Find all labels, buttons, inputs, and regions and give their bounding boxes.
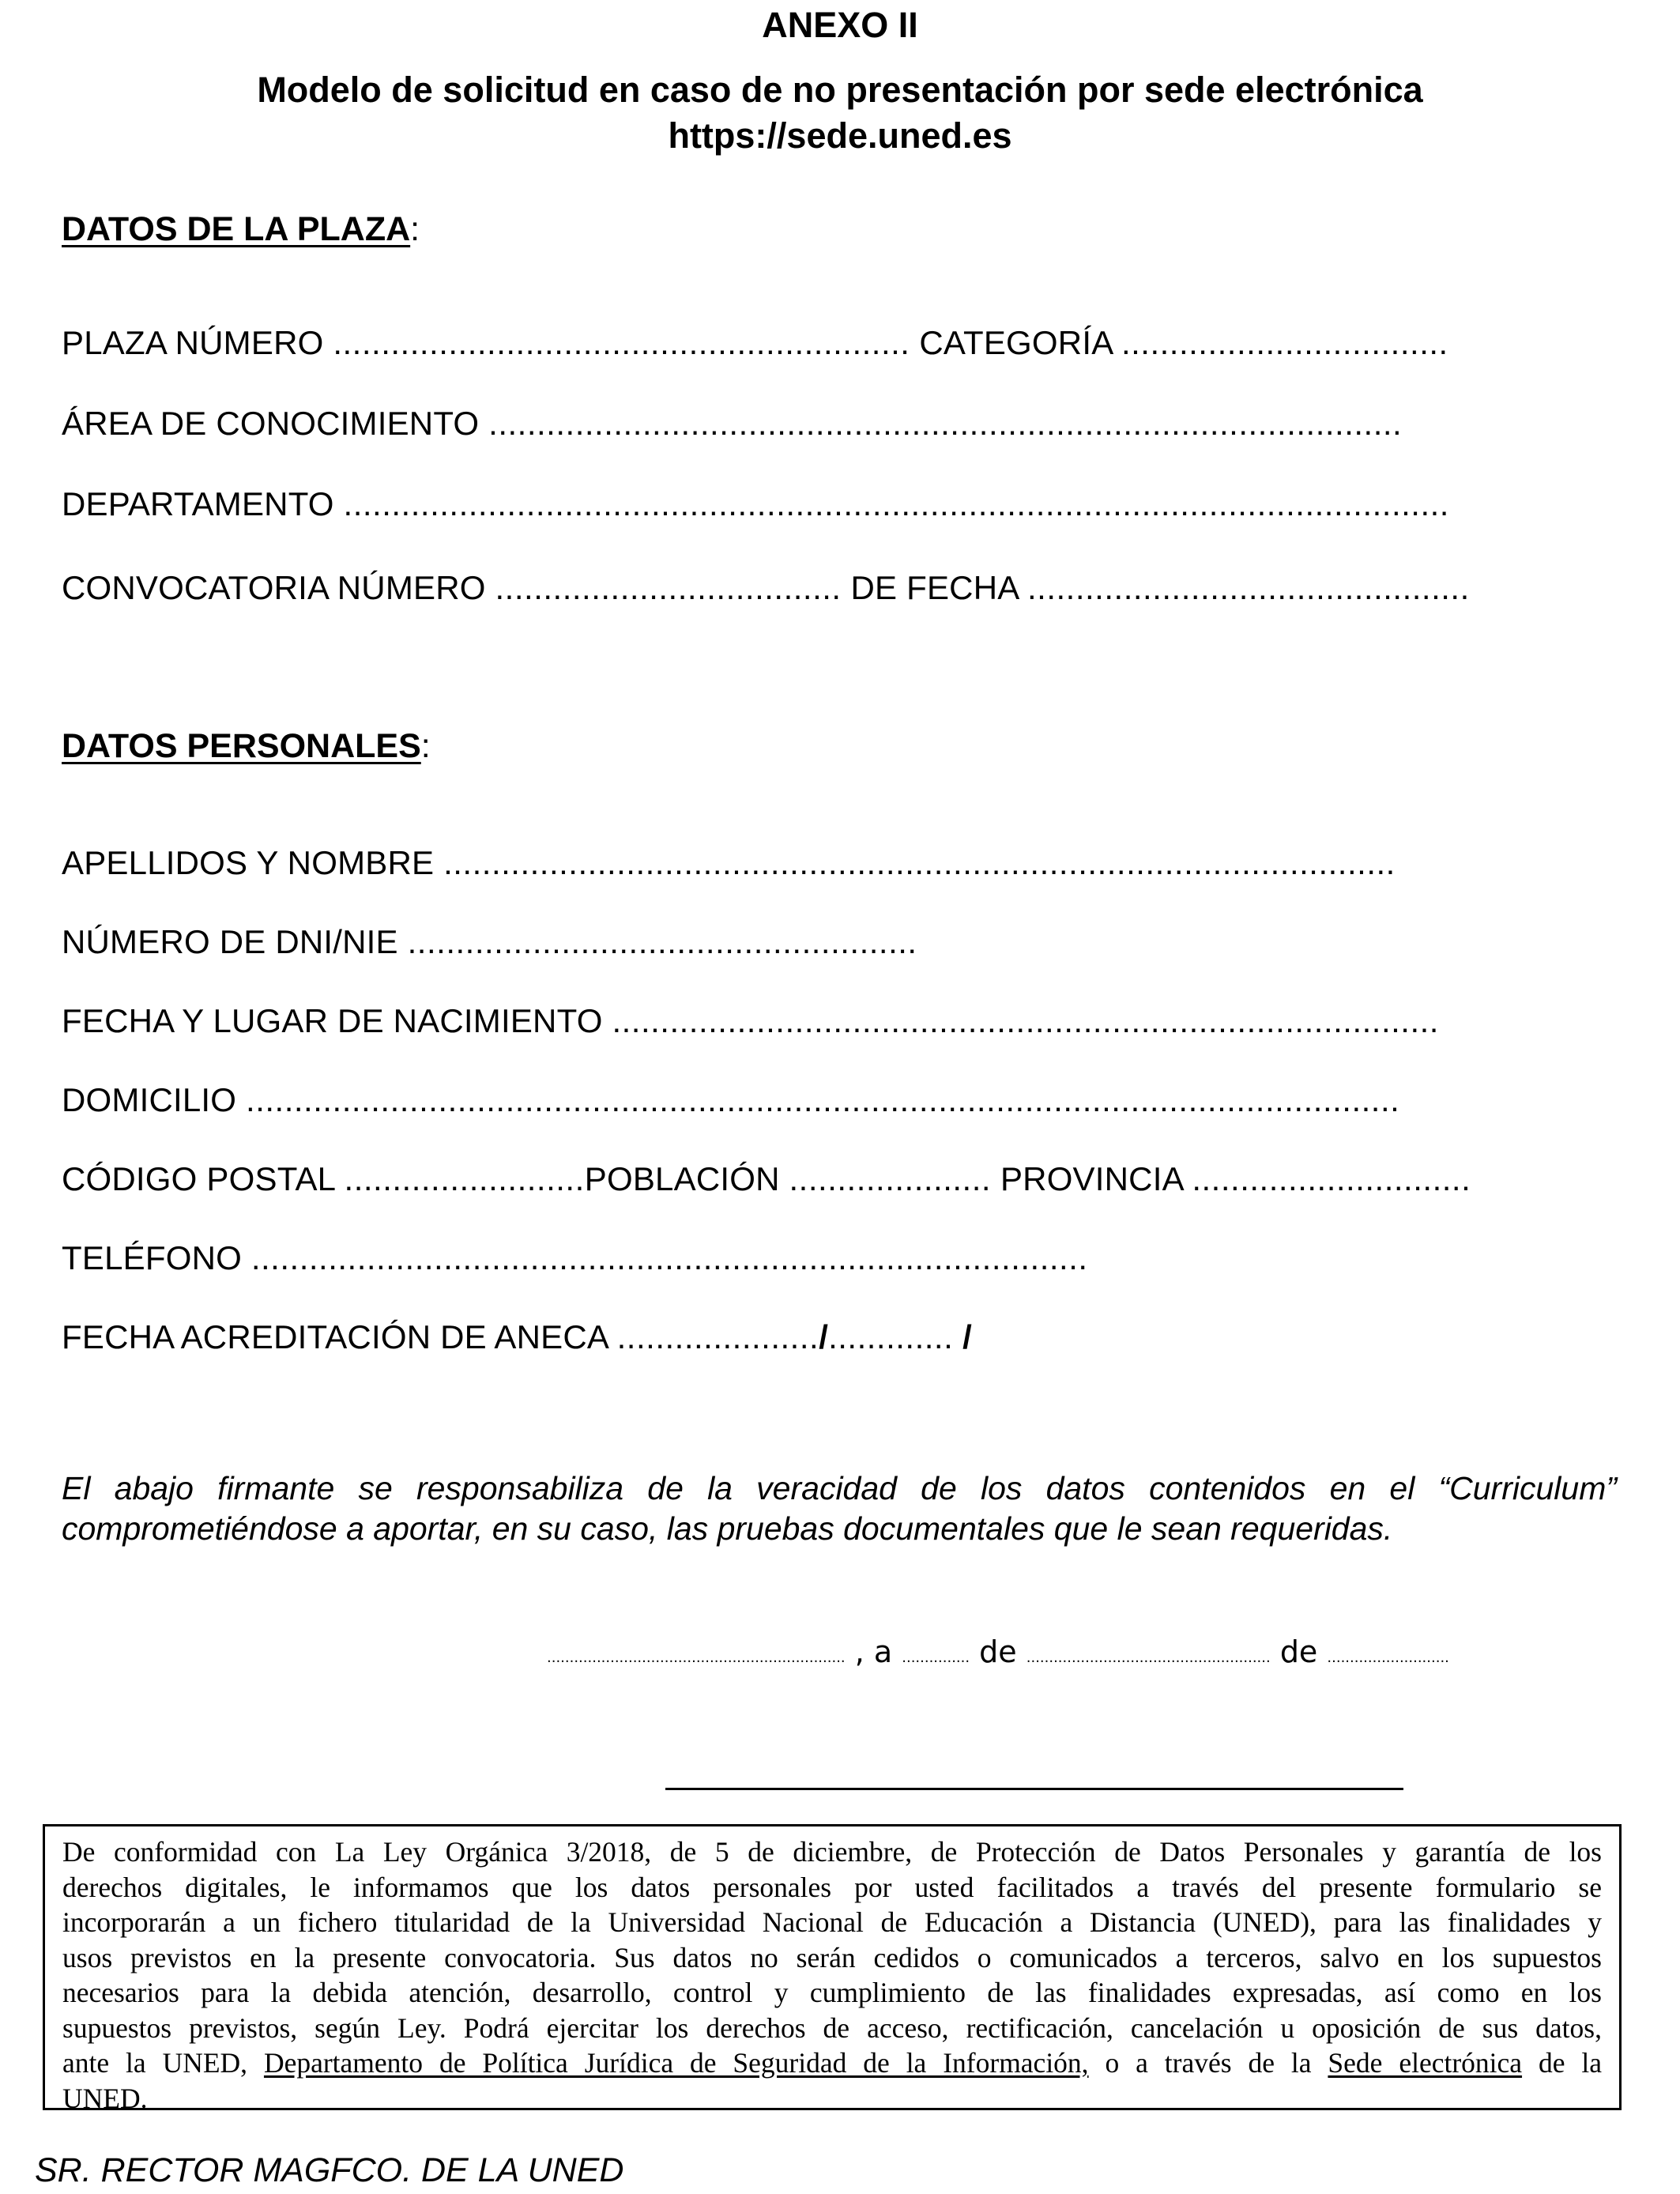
aneca-month-input[interactable]: ............. <box>828 1318 954 1355</box>
annex-title: ANEXO II <box>762 5 918 45</box>
field-label: FECHA ACREDITACIÓN DE ANECA <box>62 1318 617 1355</box>
field-dni <box>62 923 917 961</box>
heading-colon: : <box>410 210 420 248</box>
telefono-input[interactable]: ....................................................................................... <box>250 1239 1088 1276</box>
notice-text: de la <box>1522 2047 1602 2079</box>
notice-line: necesarios para la debida atención, desarrollo, control y cumplimiento de las finalidades expresadas, así como en los <box>62 1977 1602 2008</box>
month-input[interactable]: ...................................................... <box>1026 1649 1271 1666</box>
notice-text: o a través de la <box>1088 2047 1328 2079</box>
field-apellidos-nombre <box>62 844 1396 882</box>
notice-line <box>62 2045 1602 2081</box>
fecha-convocatoria-input[interactable]: .............................................. <box>1027 569 1470 606</box>
declaration-text <box>62 1468 1617 1549</box>
plaza-numero-input[interactable]: ............................................................ <box>333 324 910 361</box>
field-label: DEPARTAMENTO <box>62 485 344 522</box>
field-label: CÓDIGO POSTAL <box>62 1160 345 1197</box>
notice-text: ante la UNED, <box>62 2047 264 2079</box>
field-label: ÁREA DE CONOCIMIENTO <box>62 405 489 442</box>
departamento-input[interactable]: ................................................................................................................... <box>343 485 1449 522</box>
place-date-line <box>547 1634 1449 1669</box>
notice-line: usos previstos en la presente convocatoria. Sus datos no serán cedidos o comunicados a terceros, salvo en los supuestos <box>62 1941 1602 1973</box>
section-heading: DATOS DE LA PLAZA <box>62 210 411 248</box>
notice-line: incorporarán a un fichero titularidad de la Universidad Nacional de Educación a Distancia (UNED), para las finalidades y <box>62 1906 1602 1938</box>
date-word: de <box>970 1634 1026 1669</box>
day-input[interactable]: ............... <box>902 1649 970 1666</box>
field-label: POBLACIÓN <box>584 1160 789 1197</box>
addressee: SR. RECTOR MAGFCO. DE LA UNED <box>35 2151 624 2189</box>
field-label: DOMICILIO <box>62 1081 247 1118</box>
date-separator: / <box>953 1318 973 1355</box>
declaration-line: El abajo firmante se responsabiliza de la veracidad de los datos contenidos en el “Curriculum” <box>62 1470 1617 1506</box>
notice-line: UNED. <box>62 2082 148 2114</box>
date-word: de <box>1270 1634 1328 1669</box>
signature-line[interactable] <box>665 1788 1403 1790</box>
field-codigo-postal <box>62 1160 1471 1198</box>
convocatoria-input[interactable]: .................................... <box>495 569 842 606</box>
field-label: PLAZA NÚMERO <box>62 324 333 361</box>
notice-line: De conformidad con La Ley Orgánica 3/2018, de 5 de diciembre, de Protección de Datos Personales y garantía de los <box>62 1836 1602 1868</box>
data-protection-notice <box>43 1824 1622 2114</box>
provincia-input[interactable]: ............................. <box>1192 1160 1471 1197</box>
field-label: NÚMERO DE DNI/NIE <box>62 923 408 960</box>
field-plaza-numero <box>62 324 1448 362</box>
notice-line: derechos digitales, le informamos que los datos personales por usted facilitados a través del presente formulario se <box>62 1871 1602 1903</box>
place-input[interactable]: .................................................................. <box>547 1649 846 1666</box>
field-departamento <box>62 485 1449 523</box>
heading-colon: : <box>420 727 431 765</box>
sede-url: https://sede.uned.es <box>668 115 1012 156</box>
year-input[interactable]: ........................... <box>1327 1649 1449 1666</box>
dni-input[interactable]: ..................................................... <box>407 923 917 960</box>
field-label: FECHA Y LUGAR DE NACIMIENTO <box>62 1002 612 1039</box>
section-heading: DATOS PERSONALES <box>62 727 421 765</box>
notice-line: supuestos previstos, según Ley. Podrá ejercitar los derechos de acceso, rectificación, cancelación u oposición de sus datos, <box>62 2011 1602 2044</box>
area-input[interactable]: ............................................................................................... <box>488 405 1403 442</box>
sede-electronica-link[interactable]: Sede electrónica <box>1328 2047 1523 2079</box>
categoria-input[interactable]: .................................. <box>1121 324 1448 361</box>
date-separator: / <box>819 1318 829 1355</box>
poblacion-input[interactable]: ..................... <box>789 1160 992 1197</box>
field-label: CATEGORÍA <box>910 324 1121 361</box>
field-domicilio <box>62 1081 1399 1119</box>
section-datos-personales <box>62 727 431 766</box>
apellidos-input[interactable]: ................................................................................................... <box>443 844 1396 881</box>
field-acreditacion-aneca <box>62 1318 972 1356</box>
field-label: APELLIDOS Y NOMBRE <box>62 844 444 881</box>
field-label: CONVOCATORIA NÚMERO <box>62 569 495 606</box>
form-subtitle: Modelo de solicitud en caso de no presentación por sede electrónica <box>257 70 1423 110</box>
field-label: PROVINCIA <box>991 1160 1192 1197</box>
field-label: DE FECHA <box>841 569 1027 606</box>
aneca-day-input[interactable]: ..................... <box>616 1318 819 1355</box>
section-datos-plaza <box>62 210 420 249</box>
date-word: , a <box>845 1634 902 1669</box>
codigo-postal-input[interactable]: ......................... <box>344 1160 585 1197</box>
nacimiento-input[interactable]: ...................................................................................... <box>612 1002 1439 1039</box>
declaration-line: comprometiéndose a aportar, en su caso, las pruebas documentales que le sean requeridas. <box>62 1510 1393 1547</box>
field-nacimiento <box>62 1002 1439 1040</box>
field-area-conocimiento <box>62 405 1402 443</box>
field-label: TELÉFONO <box>62 1239 251 1276</box>
field-convocatoria <box>62 569 1470 607</box>
department-link[interactable]: Departamento de Política Jurídica de Seguridad de la Información, <box>263 2047 1089 2079</box>
domicilio-input[interactable]: ........................................................................................................................ <box>246 1081 1400 1118</box>
field-telefono <box>62 1239 1088 1277</box>
